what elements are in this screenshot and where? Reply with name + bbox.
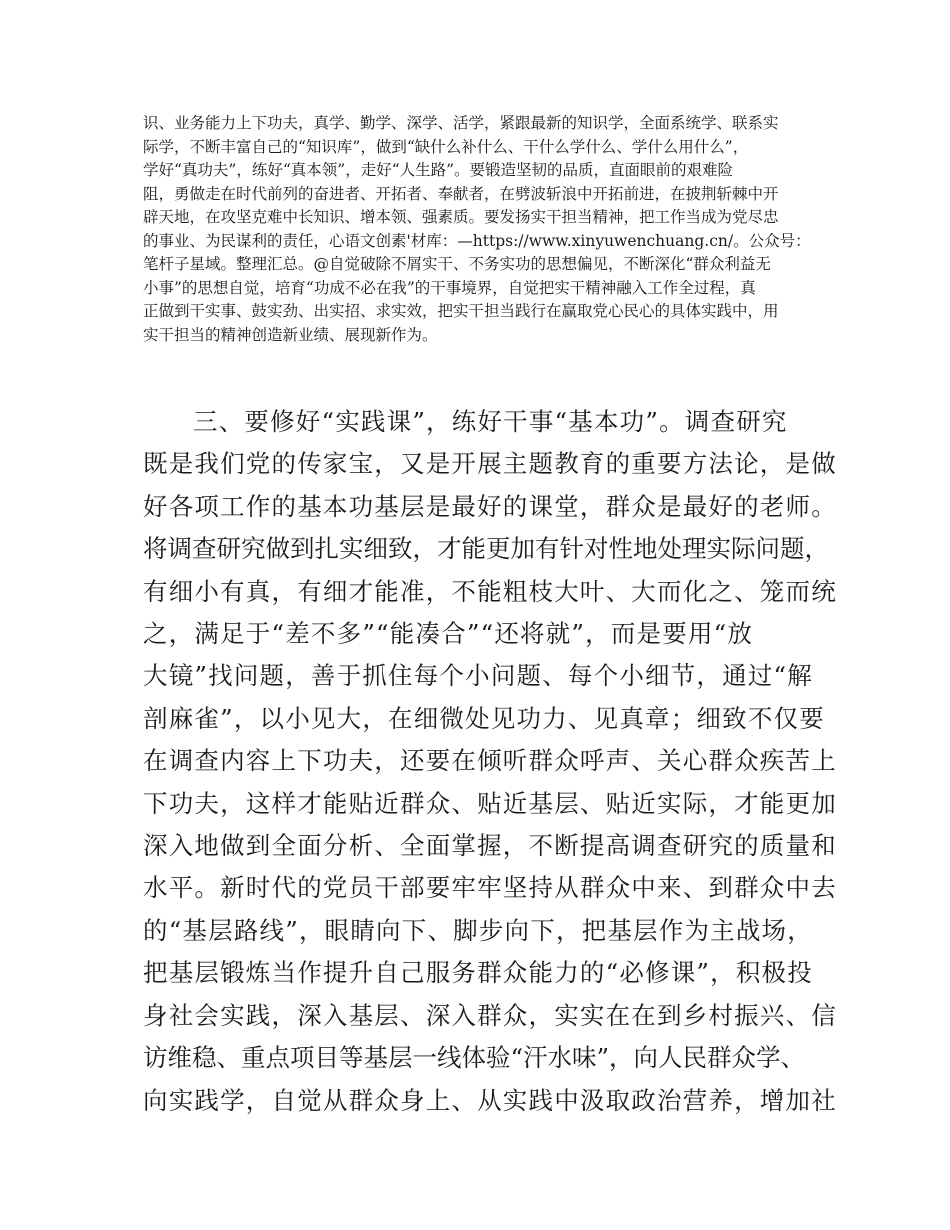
paragraph-section-three [143,401,837,1122]
text-line: 把基层锻炼当作提升自己服务群众能力的“必修课”，积极投 [143,958,813,988]
text-line: 下功夫，这样才能贴近群众、贴近基层、贴近实际，才能更加 [143,788,837,818]
paragraph-small-text [143,112,823,347]
text-line: 身社会实践，深入基层、深入群众，实实在在到乡村振兴、信 [143,1000,837,1030]
text-line: 大镜”找问题，善于抓住每个小问题、每个小细节，通过“解 [143,661,813,691]
text-line: 实干担当的精神创造新业绩、展现新作为。 [143,325,438,344]
text-line: 识、业务能力上下功夫，真学、勤学、深学、活学，紧跟最新的知识学，全面系统学、联系实 [143,114,779,132]
text-line: 深入地做到全面分析、全面掌握，不断提高调查研究的质量和 [143,831,837,861]
text-line: 向实践学，自觉从群众身上、从实践中汲取政治营养，增加社 [143,1085,837,1115]
text-line: 笔杆子星域。整理汇总。@自觉破除不屑实干、不务实功的思想偏见，不断深化“群众利益无 [143,255,771,273]
text-line: 正做到干实事、鼓实劲、出实招、求实效，把实干担当践行在赢取党心民心的具体实践中，用 [143,302,779,320]
text-line: 既是我们党的传家宝，又是开展主题教育的重要方法论，是做 [143,449,837,479]
text-line: 水平。新时代的党员干部要牢牢坚持从群众中来、到群众中去 [143,873,837,903]
text-line: 辟天地，在攻坚克难中长知识、增本领、强素质。要发扬实干担当精神，把工作当成为党尽忠 [143,208,779,226]
text-line: 学好“真功夫”，练好“真本领”，走好“人生路”。要锻造坚韧的品质，直面眼前的艰难险 [143,161,734,179]
text-line: 小事”的思想自觉，培育“功成不必在我”的干事境界，自觉把实干精神融入工作全过程，真 [143,278,756,297]
text-line: 将调查研究做到扎实细致，才能更加有针对性地处理实际问题， [143,534,829,564]
text-line: 在调查内容上下功夫，还要在倾听群众呼声、关心群众疾苦上 [143,746,837,776]
text-line: 好各项工作的基本功基层是最好的课堂，群众是最好的老师。 [143,491,837,521]
text-line: 之，满足于“差不多”“能凑合”“还将就”，而是要用“放 [143,619,754,649]
text-line: 访维稳、重点项目等基层一线体验“汗水味”，向人民群众学、 [143,1043,806,1073]
text-line: 际学，不断丰富自己的“知识库”，做到“缺什么补什么、干什么学什么、学什么用什么”， [143,137,749,156]
text-line: 的事业、为民谋利的责任，心语文创素'材库：—https://www.xinyuwenchuang.cn/。公众号： [143,231,811,250]
text-line: 剖麻雀”，以小见大，在细微处见功力、见真章；细致不仅要 [143,703,825,733]
section-heading-line: 三、要修好“实践课”，练好干事“基本功”。调查研究 [193,407,788,436]
text-line: 阻，勇做走在时代前列的奋进者、开拓者、奉献者，在劈波斩浪中开拓前进，在披荆斩棘中开 [143,184,779,203]
text-line: 的“基层路线”，眼睛向下、脚步向下，把基层作为主战场， [143,915,813,945]
text-line: 有细小有真，有细才能准，不能粗枝大叶、大而化之、笼而统 [143,576,837,606]
